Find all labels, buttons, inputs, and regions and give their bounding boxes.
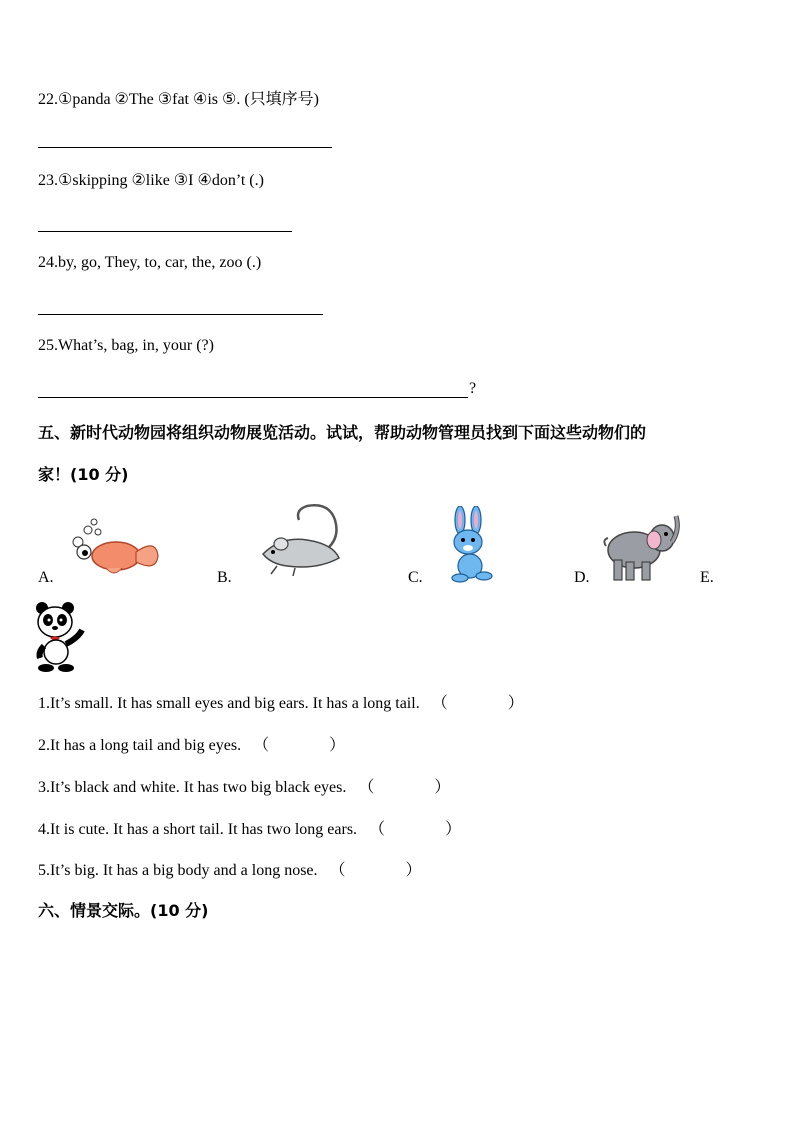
answer-paren-close-1: ） xyxy=(507,695,524,712)
section-5-title-line2: 家！(10 分) xyxy=(38,465,129,484)
option-e-label: E. xyxy=(700,569,714,586)
question-25: 25.What’s, bag, in, your (?) xyxy=(38,337,214,354)
goldfish-icon xyxy=(66,512,162,580)
answer-line-25 xyxy=(38,397,468,398)
match-question-1 xyxy=(38,690,524,713)
match-question-4 xyxy=(38,816,461,839)
match-question-2-text: 2.It has a long tail and big eyes. xyxy=(38,737,242,754)
answer-line-22 xyxy=(38,147,332,148)
answer-paren-close-4: ） xyxy=(445,821,462,838)
section-5-title-line1: 五、新时代动物园将组织动物展览活动。试试，帮助动物管理员找到下面这些动物们的 xyxy=(38,423,647,442)
option-c-label: C. xyxy=(408,569,423,586)
answer-line-23 xyxy=(38,231,292,232)
mouse-icon xyxy=(255,500,347,580)
answer-paren-open-3: （ xyxy=(358,779,375,796)
question-23: 23.①skipping ②like ③I ④don’t (.) xyxy=(38,172,264,189)
panda-icon xyxy=(34,600,88,674)
option-a-label: A. xyxy=(38,569,54,586)
answer-paren-close-2: ） xyxy=(329,737,346,754)
question-24: 24.by, go, They, to, car, the, zoo (.) xyxy=(38,254,262,271)
elephant-icon xyxy=(600,512,684,584)
match-question-4-text: 4.It is cute. It has a short tail. It has two long ears. xyxy=(38,821,358,838)
answer-paren-close-5: ） xyxy=(405,862,422,879)
section-6-title: 六、情景交际。(10 分) xyxy=(38,901,209,920)
match-question-3-text: 3.It’s black and white. It has two big black eyes. xyxy=(38,779,347,796)
match-question-2 xyxy=(38,732,345,755)
match-question-3 xyxy=(38,774,450,797)
option-b-label: B. xyxy=(217,569,232,586)
answer-line-24 xyxy=(38,314,323,315)
option-d-label: D. xyxy=(574,569,590,586)
match-question-5-text: 5.It’s big. It has a big body and a long nose. xyxy=(38,862,318,879)
answer-paren-open-5: （ xyxy=(329,862,346,879)
match-question-1-text: 1.It’s small. It has small eyes and big ears. It has a long tail. xyxy=(38,695,420,712)
answer-line-25-end: ? xyxy=(469,380,477,397)
answer-paren-open-1: （ xyxy=(431,695,448,712)
answer-paren-close-3: ） xyxy=(434,779,451,796)
question-22: 22.①panda ②The ③fat ④is ⑤. (只填序号) xyxy=(38,91,320,108)
answer-paren-open-2: （ xyxy=(253,737,270,754)
match-question-5 xyxy=(38,857,422,880)
answer-paren-open-4: （ xyxy=(369,821,386,838)
rabbit-icon xyxy=(440,506,498,584)
